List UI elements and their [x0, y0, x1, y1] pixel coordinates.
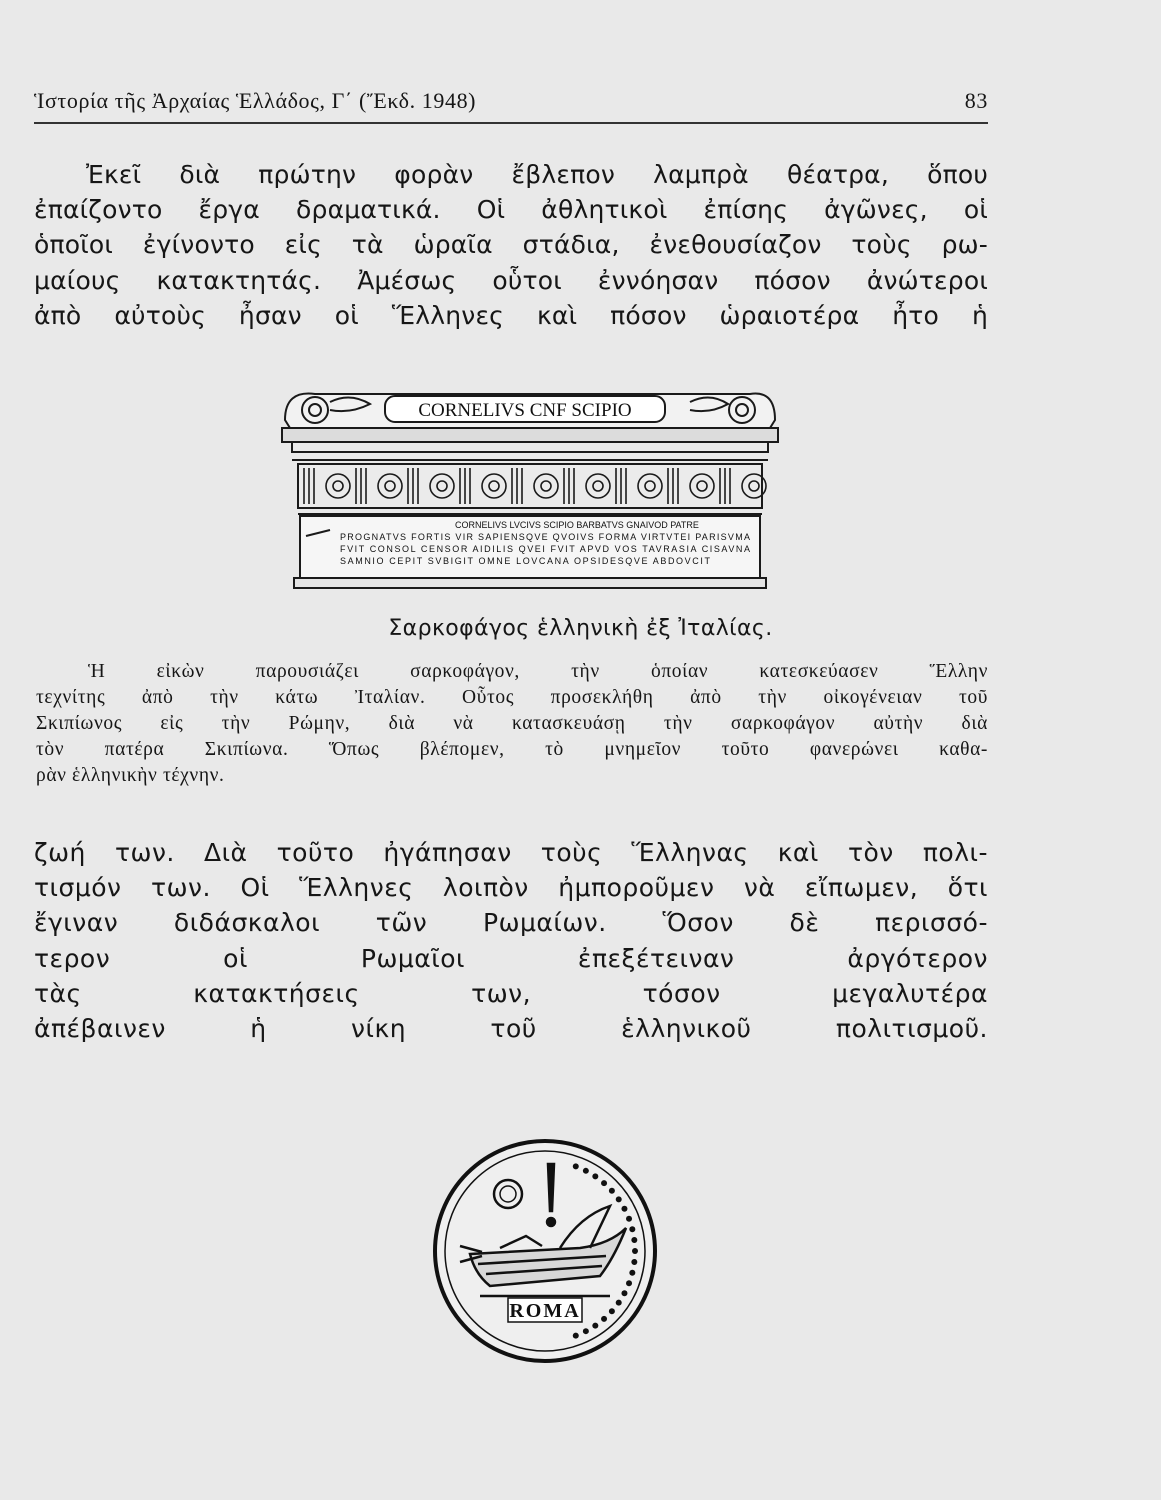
text-line: ζωή των. Διὰ τοῦτο ἠγάπησαν τοὺς Ἕλληνας καὶ τὸν πολι-	[34, 838, 988, 867]
caption-line: Σκιπίωνος εἰς τὴν Ρώμην, διὰ νὰ κατασκευάσῃ τὴν σαρκοφάγον αὐτὴν διὰ	[36, 713, 988, 734]
coin-bead	[631, 1237, 637, 1243]
inscription-line: CORNELIVS LVCIVS SCIPIO BARBATVS GNAIVOD PATRE	[455, 520, 699, 530]
lid-inscription: CORNELIVS CNF SCIPIO	[418, 400, 632, 421]
coin-bead	[609, 1188, 615, 1194]
coin-bead	[621, 1206, 627, 1212]
inscription-line: FVIT CONSOL CENSOR AIDILIS QVEI FVIT APVD VOS TAVRASIA CISAVNA	[340, 544, 750, 554]
coin-bead	[616, 1300, 622, 1306]
coin-bead	[629, 1270, 635, 1276]
text-line: ἐπαίζοντο ἔργα δραματικά. Οἱ ἀθλητικοὶ ἐπίσης ἀγῶνες, οἱ	[34, 195, 988, 225]
text-line: τισμόν των. Οἱ Ἕλληνες λοιπὸν ἠμποροῦμεν νὰ εἴπωμεν, ὅτι	[34, 873, 988, 903]
inscription-line: PROGNATVS FORTIS VIR SAPIENSQVE QVOIVS FORMA VIRTVTEI PARISVMA	[340, 532, 750, 542]
text-line: ἔγιναν διδάσκαλοι τῶν Ρωμαίων. Ὅσον δὲ περισσό-	[34, 908, 988, 938]
coin-bead	[601, 1180, 607, 1186]
coin-bead	[626, 1216, 632, 1222]
header-rule	[34, 122, 988, 124]
caption-line: ρὰν ἑλληνικὴν τέχνην.	[36, 765, 225, 786]
caption-line: Ἡ εἰκὼν παρουσιάζει σαρκοφάγον, τὴν ὁποίαν κατεσκεύασεν Ἕλλην	[88, 661, 988, 682]
coin-bead	[573, 1333, 579, 1339]
running-header	[34, 88, 988, 114]
figure-caption-title: Σαρκοφάγος ἑλληνικὴ ἐξ Ἰταλίας.	[388, 616, 773, 641]
coin-bead	[592, 1323, 598, 1329]
coin-bead	[583, 1168, 589, 1174]
coin-bead	[631, 1259, 637, 1265]
running-title: Ἱστορία τῆς Ἀρχαίας Ἑλλάδος, Γ΄ (Ἔκδ. 1948)	[34, 88, 477, 113]
paragraph-bottom	[34, 835, 988, 1046]
coin-legend: ROMA	[509, 1300, 581, 1322]
coin-bead	[583, 1328, 589, 1334]
coin-bead	[621, 1290, 627, 1296]
caption-line: τεχνίτης ἀπὸ τὴν κάτω Ἰταλίαν. Οὗτος προσεκλήθη ἀπὸ τὴν οἰκογένειαν τοῦ	[36, 687, 988, 708]
coin-bead	[632, 1248, 638, 1254]
sarcophagus-illustration	[270, 380, 790, 605]
roman-coin-illustration	[430, 1136, 660, 1366]
coin-bead	[616, 1196, 622, 1202]
paragraph-top	[34, 157, 988, 333]
text-line: ὁποῖοι ἐγίνοντο εἰς τὰ ὡραῖα στάδια, ἐνεθουσίαζον τοὺς ρω-	[34, 230, 988, 260]
page-number: 83	[964, 88, 988, 113]
text-line: ἀπέβαινεν ἡ νίκη τοῦ ἑλληνικοῦ πολιτισμοῦ.	[34, 1014, 988, 1044]
text-line: μαίους κατακτητάς. Ἀμέσως οὗτοι ἐννόησαν πόσον ἀνώτεροι	[34, 265, 988, 295]
coin-bead	[626, 1280, 632, 1286]
text-line: ἀπὸ αὐτοὺς ἦσαν οἱ Ἕλληνες καὶ πόσον ὡραιοτέρα ἦτο ἡ	[34, 300, 988, 330]
text-line: τερον οἱ Ρωμαῖοι ἐπεξέτειναν ἀργότερον	[34, 943, 988, 973]
figure-caption-text	[36, 659, 988, 789]
coin-bead	[573, 1163, 579, 1169]
caption-line: τὸν πατέρα Σκιπίωνα. Ὅπως βλέπομεν, τὸ μνημεῖον τοῦτο φανερώνει καθα-	[36, 739, 988, 760]
coin-bead	[609, 1308, 615, 1314]
coin-bead	[601, 1316, 607, 1322]
inscription-line: SAMNIO CEPIT SVBIGIT OMNE LOVCANA OPSIDESQVE ABDOVCIT	[340, 556, 710, 566]
coin-bead	[629, 1226, 635, 1232]
coin-bead	[592, 1173, 598, 1179]
text-line: τὰς κατακτήσεις των, τόσον μεγαλυτέρα	[34, 978, 988, 1008]
text-line: Ἐκεῖ διὰ πρώτην φορὰν ἔβλεπον λαμπρὰ θέατρα, ὅπου	[86, 160, 988, 189]
